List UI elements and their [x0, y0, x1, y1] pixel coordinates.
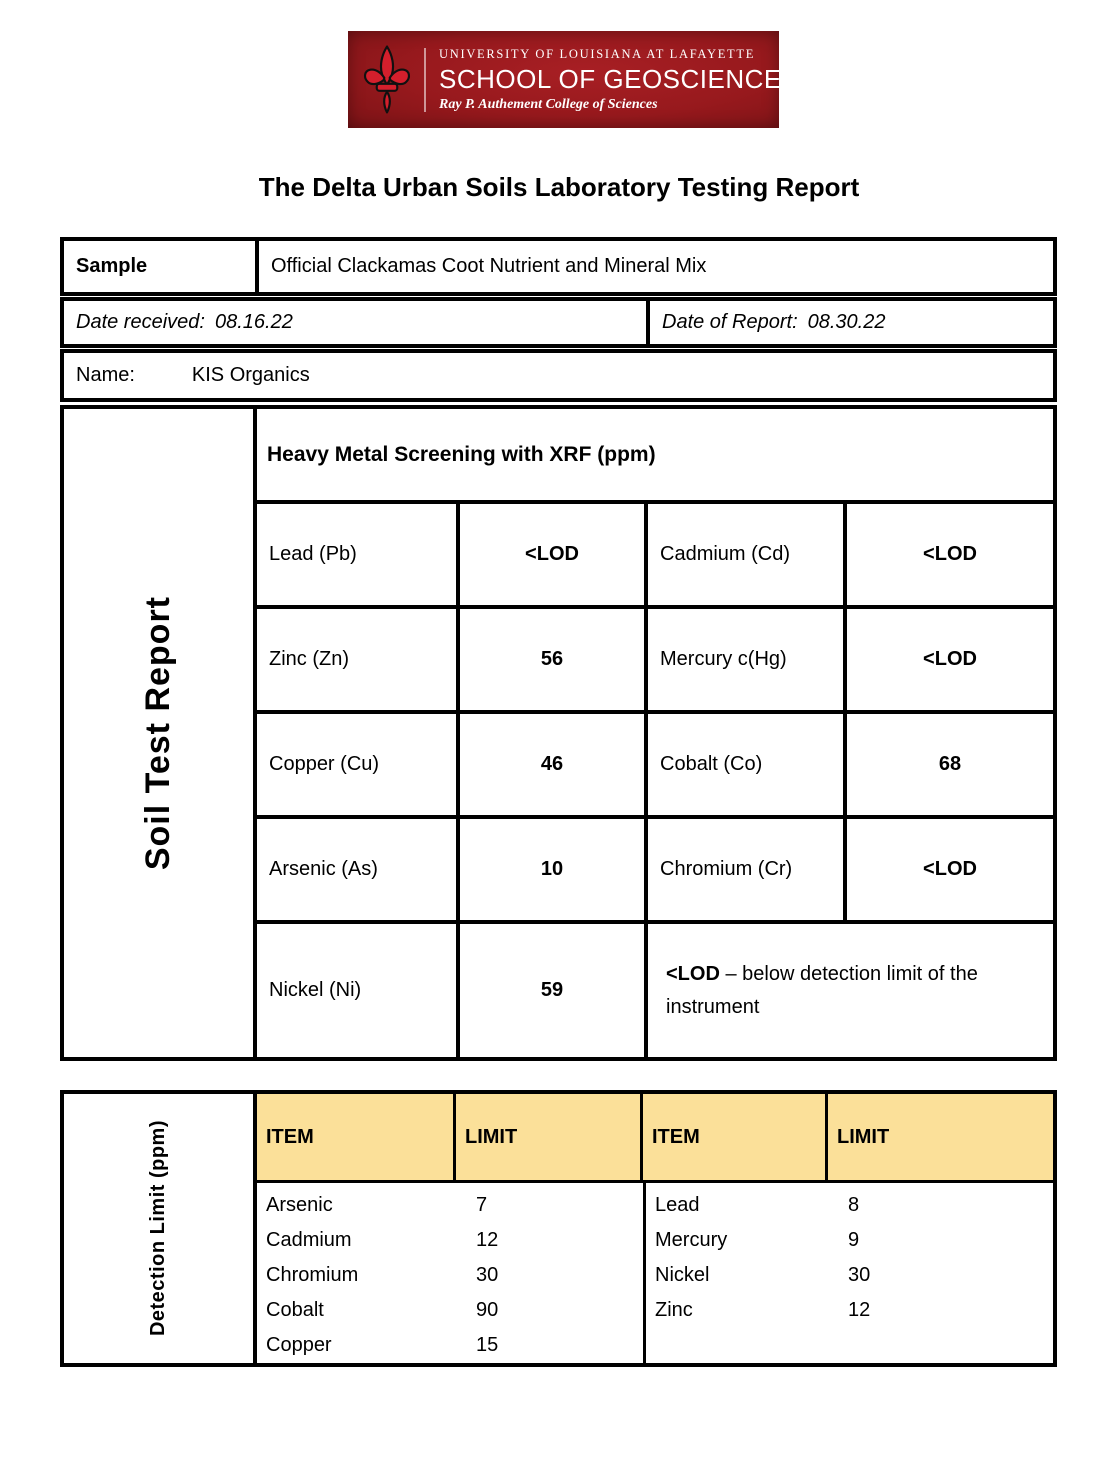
column-header-item: ITEM: [257, 1094, 456, 1180]
limit-item: Lead: [655, 1194, 700, 1216]
metal-label: Zinc (Zn): [257, 609, 460, 710]
school-name: SCHOOL OF GEOSCIENCES: [439, 63, 800, 94]
university-banner: [348, 31, 800, 128]
metal-value: <LOD: [923, 543, 977, 565]
detection-limit-side-cell: [64, 1094, 257, 1363]
table-row: [257, 924, 1053, 1057]
detection-limit-table: [60, 1090, 1057, 1367]
metal-label: Cadmium (Cd): [648, 504, 847, 605]
metal-label: Chromium (Cr): [648, 819, 847, 920]
limit-item: Copper: [266, 1334, 332, 1356]
column-header-item: ITEM: [643, 1094, 828, 1180]
detection-limit-right-list: [646, 1183, 1053, 1363]
soil-test-report-table: [60, 405, 1057, 1061]
limit-value: 8: [848, 1194, 860, 1216]
limit-value: 15: [476, 1334, 499, 1356]
table-row: [257, 504, 1053, 609]
limit-value: 9: [848, 1229, 860, 1251]
sample-row: [60, 237, 1057, 296]
date-received-label: Date received:: [76, 311, 205, 333]
university-name: UNIVERSITY OF LOUISIANA AT LAFAYETTE: [439, 46, 756, 61]
metal-label: Nickel (Ni): [257, 924, 460, 1057]
limit-item: Cadmium: [266, 1229, 352, 1251]
soil-report-header: Heavy Metal Screening with XRF (ppm): [257, 409, 1053, 504]
metal-value: <LOD: [923, 858, 977, 880]
date-report-cell: [650, 301, 1053, 344]
limit-item: Mercury: [655, 1229, 728, 1251]
limit-item: Arsenic: [266, 1194, 333, 1216]
college-name: Ray P. Authement College of Sciences: [439, 96, 658, 112]
limit-value: 90: [476, 1299, 499, 1321]
soil-report-main: [257, 409, 1053, 1057]
metal-value: <LOD: [460, 504, 648, 605]
limit-value: 30: [848, 1264, 871, 1286]
limit-value: 7: [476, 1194, 488, 1216]
sample-label: Sample: [64, 241, 259, 292]
limit-value: 12: [476, 1229, 499, 1251]
date-report-label: Date of Report:: [662, 311, 798, 333]
metal-value: 68: [938, 753, 962, 775]
name-cell: [64, 353, 1053, 398]
banner-divider: [424, 48, 426, 112]
lod-note: [648, 924, 1053, 1057]
lod-note-text: – below detection limit of the instrument: [666, 962, 978, 1018]
limit-item: Zinc: [655, 1299, 693, 1321]
soil-report-side-label: Soil Test Report: [139, 595, 177, 871]
metal-value: <LOD: [923, 648, 977, 670]
metal-label: Copper (Cu): [257, 714, 460, 815]
lod-note-term: <LOD: [666, 962, 720, 985]
metal-value: 59: [460, 924, 648, 1057]
report-title: The Delta Urban Soils Laboratory Testing Report: [258, 172, 860, 202]
limit-item: Cobalt: [266, 1299, 324, 1321]
banner-text: [439, 46, 800, 113]
metal-value: 46: [460, 714, 648, 815]
column-header-limit: LIMIT: [837, 1125, 890, 1148]
sample-value: Official Clackamas Coot Nutrient and Mineral Mix: [271, 255, 707, 277]
name-label: Name:: [76, 364, 135, 386]
table-row: [257, 714, 1053, 819]
metal-value: 56: [460, 609, 648, 710]
metal-value: 10: [460, 819, 648, 920]
limit-item: Chromium: [266, 1264, 359, 1286]
table-row: [257, 819, 1053, 924]
fleur-de-lis-icon: [360, 42, 414, 118]
limit-item: Nickel: [655, 1264, 710, 1286]
date-received-cell: [64, 301, 650, 344]
metal-label: Cobalt (Co): [648, 714, 847, 815]
metal-label: Mercury c(Hg): [648, 609, 847, 710]
date-report-value: 08.30.22: [807, 311, 886, 333]
limit-value: 12: [848, 1299, 871, 1321]
detection-limit-header-row: [257, 1094, 1053, 1183]
name-value: KIS Organics: [191, 364, 310, 386]
detection-limit-body: [257, 1183, 1053, 1363]
metal-label: Lead (Pb): [257, 504, 460, 605]
soil-report-side-cell: [64, 409, 257, 1057]
detection-limit-left-list: [257, 1183, 646, 1363]
column-header-limit: LIMIT: [456, 1094, 643, 1180]
limit-value: 30: [476, 1264, 499, 1286]
metal-label: Arsenic (As): [257, 819, 460, 920]
name-row: [60, 349, 1057, 402]
detection-limit-side-label: Detection Limit (ppm): [147, 1120, 169, 1337]
dates-row: [60, 297, 1057, 348]
date-received-value: 08.16.22: [214, 311, 293, 333]
detection-limit-main: [257, 1094, 1053, 1363]
table-row: [257, 609, 1053, 714]
